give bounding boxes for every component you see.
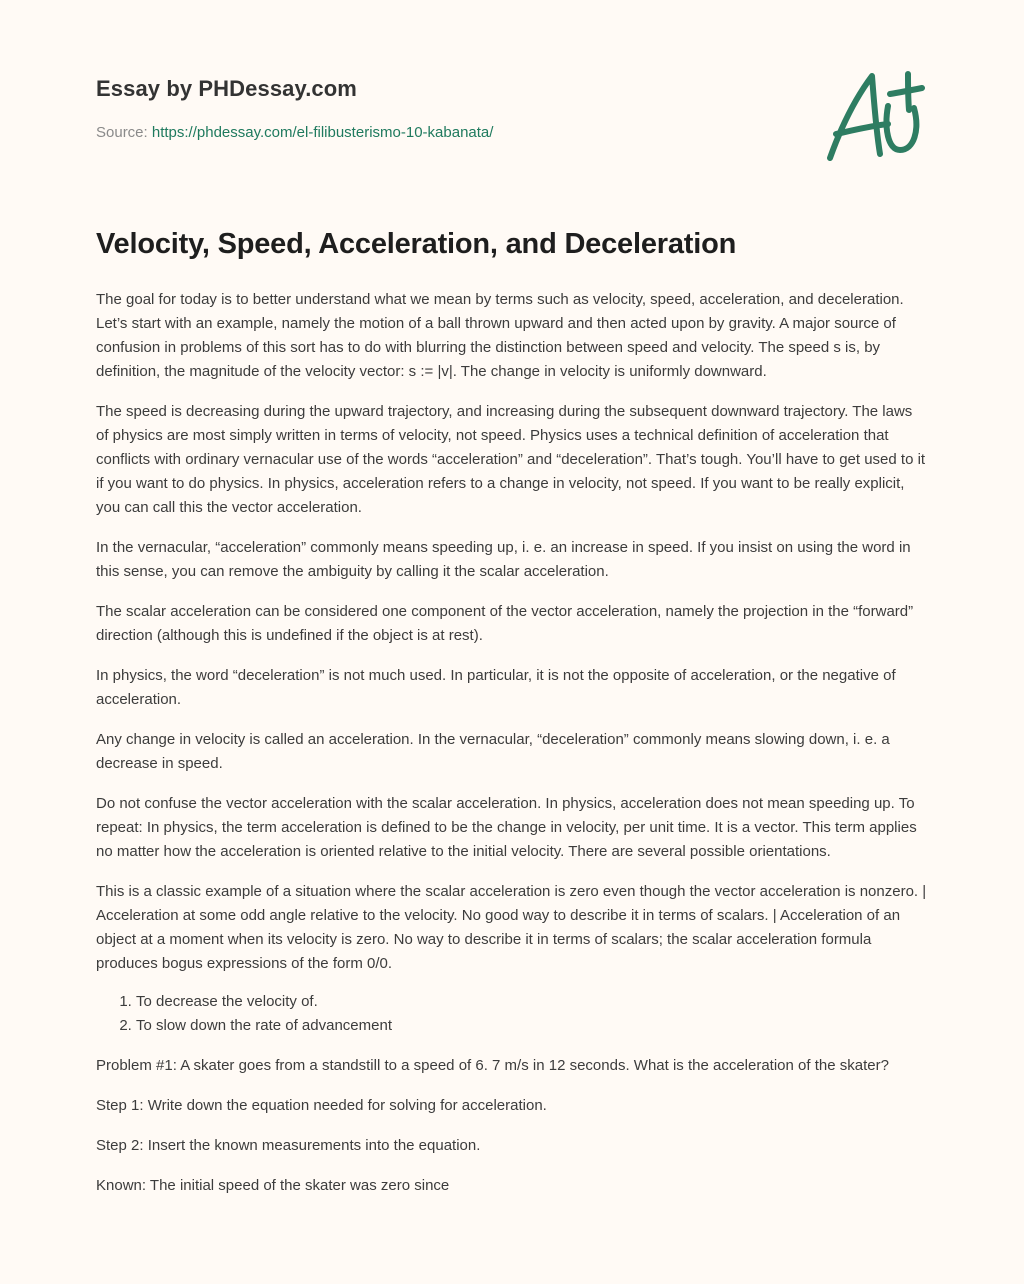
source-line	[96, 124, 493, 141]
paragraph: The speed is decreasing during the upward trajectory, and increasing during the subsequent downward trajectory. The laws of physics are most simply written in terms of velocity, not speed. Physics uses a technical definition of acceleration that conflicts with ordinary vernacular use of the words “acceleration” and “deceleration”. That’s tough. You’ll have to get used to it if you want to do physics. In physics, acceleration refers to a change in velocity, not speed. If you want to be really explicit, you can call this the vector acceleration.	[96, 403, 926, 516]
article	[96, 200, 928, 1198]
paragraph: Any change in velocity is called an acceleration. In the vernacular, “deceleration” commonly means slowing down, i. e. a decrease in speed.	[96, 731, 890, 772]
brand-title: Essay by PHDessay.com	[96, 76, 357, 101]
source-link[interactable]: https://phdessay.com/el-filibusterismo-10-kabanata/	[151, 124, 494, 141]
step-1: Step 1: Write down the equation needed for solving for acceleration.	[96, 1097, 547, 1114]
source-label: Source:	[96, 124, 148, 141]
paragraph: In physics, the word “deceleration” is not much used. In particular, it is not the opposite of acceleration, or the negative of acceleration.	[96, 667, 896, 708]
paragraph: The scalar acceleration can be considered one component of the vector acceleration, namely the projection in the “forward” direction (although this is undefined if the object is at rest).	[96, 603, 914, 644]
article-title: Velocity, Speed, Acceleration, and Deceleration	[96, 228, 737, 260]
paragraph: In the vernacular, “acceleration” commonly means speeding up, i. e. an increase in speed. If you insist on using the word in this sense, you can remove the ambiguity by calling it the scalar acceleration.	[96, 539, 911, 580]
problem-statement: Problem #1: A skater goes from a standstill to a speed of 6. 7 m/s in 12 seconds. What is the acceleration of the skater?	[96, 1057, 889, 1074]
known-text: Known: The initial speed of the skater was zero since	[96, 1177, 450, 1194]
paragraph: This is a classic example of a situation where the scalar acceleration is zero even though the vector acceleration is nonzero. | Acceleration at some odd angle relative to the velocity. No good way to describe it in terms of scalars. | Acceleration of an object at a moment when its velocity is zero. No way to describe it in terms of scalars; the scalar acceleration formula produces bogus expressions of the form 0/0.	[96, 883, 927, 972]
ordered-list	[96, 990, 928, 1038]
list-item: 2. To slow down the rate of advancement	[136, 1014, 928, 1038]
list-item: 1. To decrease the velocity of.	[136, 990, 928, 1014]
a-plus-grade-icon	[826, 68, 926, 164]
paragraph: Do not confuse the vector acceleration with the scalar acceleration. In physics, acceleration does not mean speeding up. To repeat: In physics, the term acceleration is defined to be the change in velocity, per unit time. It is a vector. This term applies no matter how the acceleration is oriented relative to the initial velocity. There are several possible orientations.	[96, 795, 917, 860]
paragraph: The goal for today is to better understand what we mean by terms such as velocity, speed, acceleration, and deceleration. Let’s start with an example, namely the motion of a ball thrown upward and then acted upon by gravity. A major source of confusion in problems of this sort has to do with blurring the distinction between speed and velocity. The speed s is, by definition, the magnitude of the velocity vector: s := |v|. The change in velocity is uniformly downward.	[96, 291, 904, 380]
article-body	[96, 288, 928, 1198]
page-header	[96, 0, 928, 200]
step-2: Step 2: Insert the known measurements into the equation.	[96, 1137, 481, 1154]
